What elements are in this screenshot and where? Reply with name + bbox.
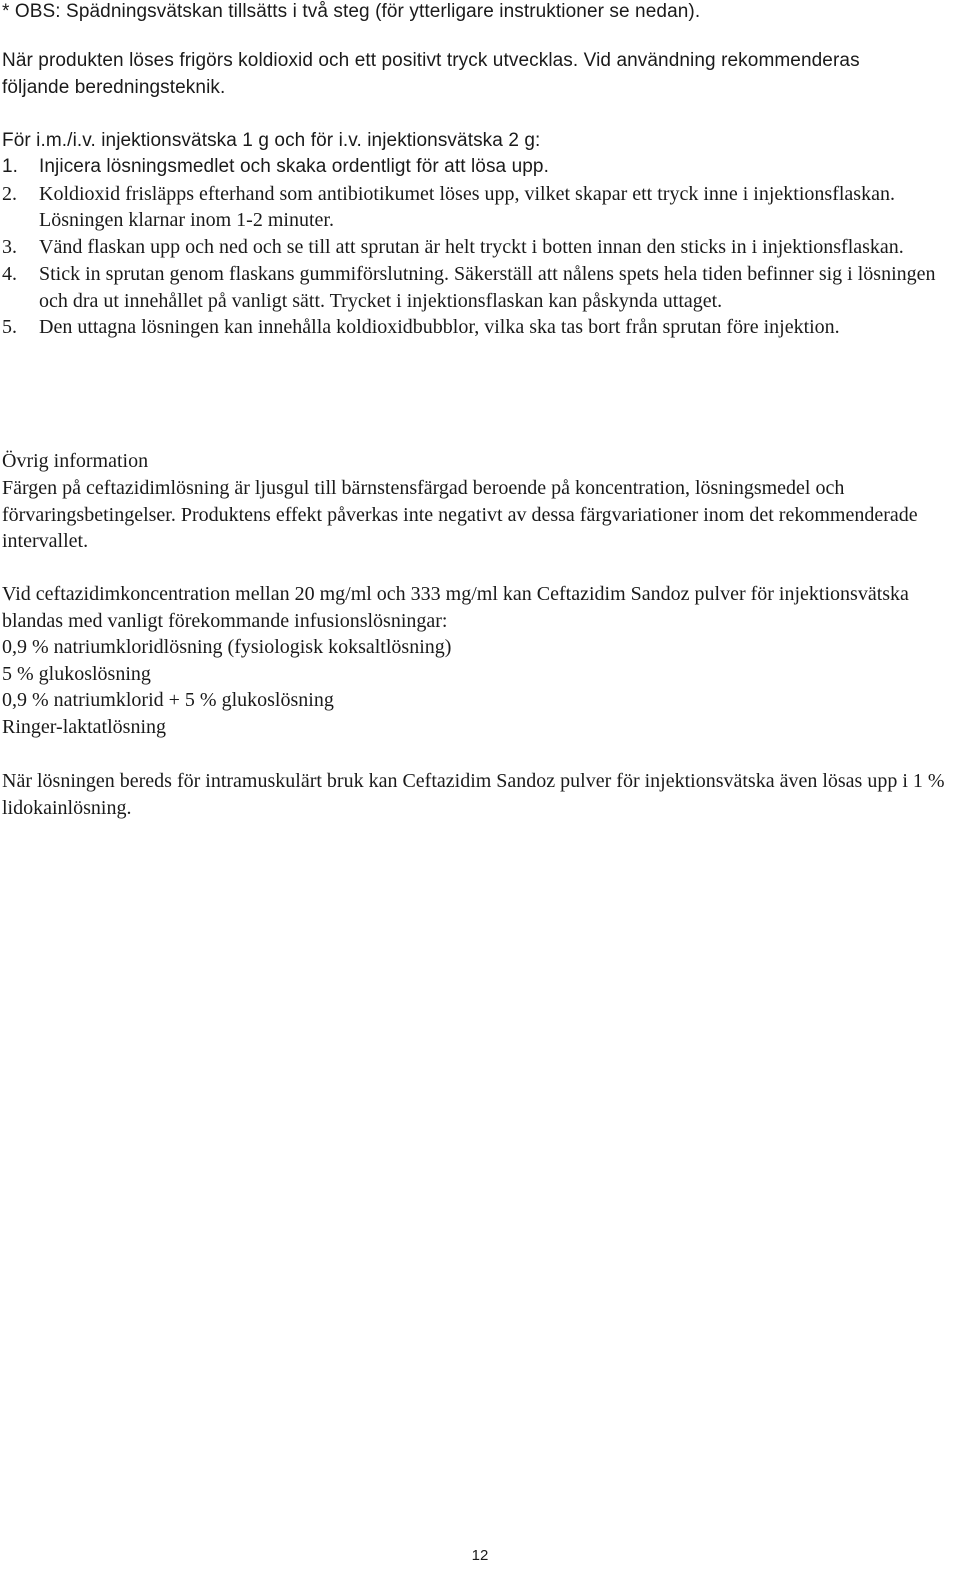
- page-number: 12: [471, 1547, 489, 1564]
- list-item: 5 % glukoslösning: [2, 662, 151, 685]
- list-item: [2, 261, 942, 314]
- list-item: [2, 314, 942, 341]
- lidocaine-paragraph: När lösningen bereds för intramuskulärt bruk kan Ceftazidim Sandoz pulver för injektionsvätska även lösas upp i 1 % lidokainlösning.: [2, 770, 945, 819]
- solutions-list: [2, 634, 947, 741]
- step-text: Vänd flaskan upp och ned och se till att sprutan är helt tryckt i botten innan den sticks in i injektionsflaskan.: [39, 236, 904, 259]
- list-item: Ringer-laktatlösning: [2, 716, 167, 739]
- steps-heading: För i.m./i.v. injektionsvätska 1 g och för i.v. injektionsvätska 2 g:: [2, 130, 541, 151]
- step-number: 4.: [2, 262, 17, 285]
- list-item: [2, 181, 942, 234]
- step-text: Injicera lösningsmedlet och skaka ordentligt för att lösa upp.: [39, 156, 549, 177]
- step-number: 3.: [2, 236, 17, 259]
- section-heading: Övrig information: [2, 450, 149, 472]
- step-number: 5.: [2, 316, 17, 339]
- step-text: Stick in sprutan genom flaskans gummiförslutning. Säkerställ att nålens spets hela tiden befinner sig i lösningen och dra ut innehållet på vanligt sätt. Trycket i injektionsflaskan kan påskynda uttaget.: [39, 262, 936, 312]
- note-line: * OBS: Spädningsvätskan tillsätts i två steg (för ytterligare instruktioner se nedan).: [2, 1, 701, 22]
- step-number: 1.: [2, 156, 19, 177]
- steps-list: [2, 154, 942, 341]
- list-item: 0,9 % natriumkloridlösning (fysiologisk koksaltlösning): [2, 636, 452, 658]
- mixing-paragraph: Vid ceftazidimkoncentration mellan 20 mg/ml och 333 mg/ml kan Ceftazidim Sandoz pulver för injektionsvätska blandas med vanligt förekommande infusionslösningar:: [2, 583, 909, 632]
- intro-line-2: följande beredningsteknik.: [2, 77, 226, 98]
- step-text: Den uttagna lösningen kan innehålla koldioxidbubblor, vilka ska tas bort från sprutan före injektion.: [39, 316, 840, 339]
- step-number: 2.: [2, 182, 17, 205]
- list-item: [2, 234, 942, 261]
- list-item: [2, 154, 942, 181]
- intro-line-1: När produkten löses frigörs koldioxid och ett positivt tryck utvecklas. Vid användning rekommenderas: [2, 50, 860, 71]
- color-info-paragraph: Färgen på ceftazidimlösning är ljusgul till bärnstensfärgad beroende på koncentration, lösningsmedel och förvaringsbetingelser. Produktens effekt påverkas inte negativt av dessa färgvariationer inom det rekommenderade intervallet.: [2, 477, 918, 553]
- list-item: 0,9 % natriumklorid + 5 % glukoslösning: [2, 689, 334, 712]
- step-text: Koldioxid frisläpps efterhand som antibiotikumet löses upp, vilket skapar ett tryck inne i injektionsflaskan. Lösningen klarnar inom 1-2 minuter.: [39, 182, 895, 232]
